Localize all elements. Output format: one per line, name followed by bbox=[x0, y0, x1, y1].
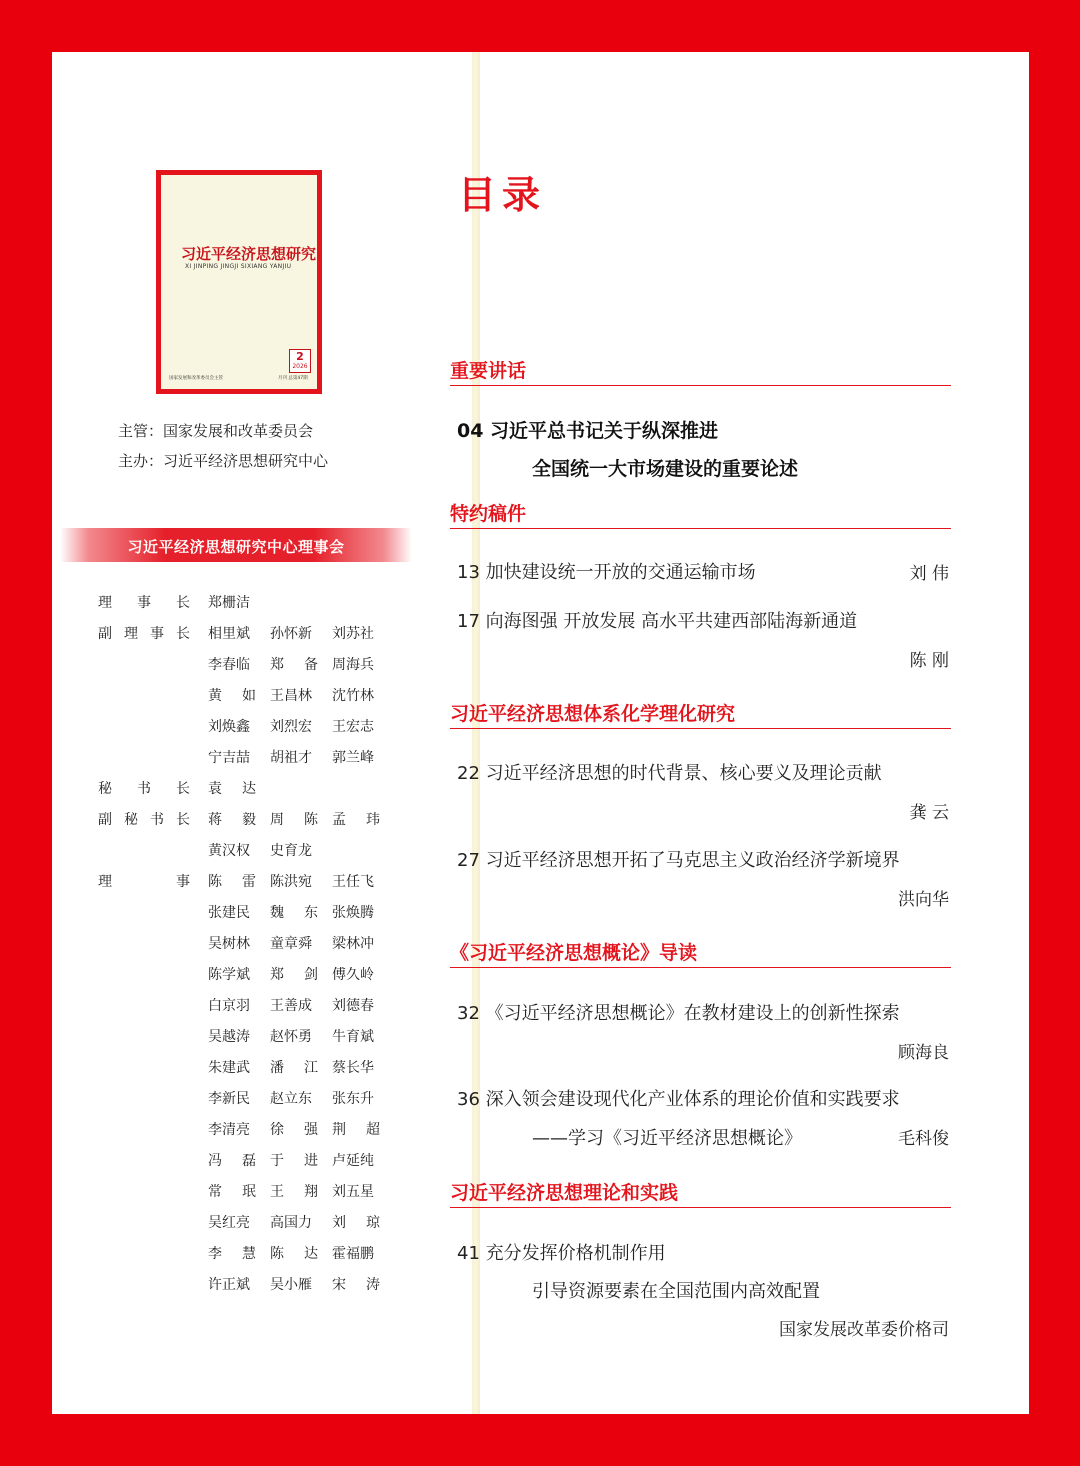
council-member-name: 吴小雁 bbox=[270, 1277, 312, 1293]
council-role-char: 长 bbox=[176, 812, 190, 828]
cover-periodical-line: 月刊 总第47期 bbox=[278, 376, 308, 381]
toc-item-17[interactable]: 17 向海图强 开放发展 高水平共建西部陆海新通道 bbox=[457, 611, 858, 632]
council-member-name: 郑 剑 bbox=[270, 967, 318, 983]
council-member-name: 孟 玮 bbox=[332, 812, 380, 828]
council-role-char: 副 bbox=[98, 626, 112, 642]
council-role-char: 书 bbox=[137, 781, 151, 797]
section-header-special-contribution bbox=[450, 495, 951, 529]
council-role-char: 事 bbox=[176, 874, 190, 890]
council-heading-banner bbox=[60, 528, 412, 562]
section-title: 特约稿件 bbox=[450, 503, 527, 525]
council-role-char: 理 bbox=[124, 626, 138, 642]
council-member-name: 王宏志 bbox=[332, 719, 374, 735]
cover-logo: 习近平经济思想研究 bbox=[181, 245, 317, 263]
toc-item-22[interactable]: 22 习近平经济思想的时代背景、核心要义及理论贡献 bbox=[457, 763, 882, 784]
council-role-char: 书 bbox=[150, 812, 164, 828]
council-row bbox=[98, 1243, 398, 1274]
council-role-char: 副 bbox=[98, 812, 112, 828]
council-member-name: 吴红亮 bbox=[208, 1215, 250, 1231]
council-member-name: 于 进 bbox=[270, 1153, 318, 1169]
council-member-name: 冯 磊 bbox=[208, 1153, 256, 1169]
council-member-name: 周海兵 bbox=[332, 657, 374, 673]
council-heading: 习近平经济思想研究中心理事会 bbox=[127, 538, 345, 556]
council-member-name: 陈学斌 bbox=[208, 967, 250, 983]
section-title: 习近平经济思想理论和实践 bbox=[450, 1182, 679, 1204]
council-member-name: 李春临 bbox=[208, 657, 250, 673]
council-member-name: 蒋 毅 bbox=[208, 812, 256, 828]
page-fold bbox=[472, 52, 480, 1414]
council-member-name: 王昌林 bbox=[270, 688, 312, 704]
council-member-name: 宁吉喆 bbox=[208, 750, 250, 766]
council-role bbox=[98, 623, 190, 643]
cover-pinyin: XI JINPING JINGJI SIXIANG YANJIU bbox=[185, 263, 292, 270]
council-member-name: 张焕腾 bbox=[332, 905, 374, 921]
council-member-name: 朱建武 bbox=[208, 1060, 250, 1076]
council-role-char: 理 bbox=[98, 595, 112, 611]
council-member-name: 吴越涛 bbox=[208, 1029, 250, 1045]
council-row bbox=[98, 1212, 398, 1243]
council-row bbox=[98, 1026, 398, 1057]
toc-author-36: 毛科俊 bbox=[898, 1129, 949, 1149]
council-member-name: 陈 雷 bbox=[208, 874, 256, 890]
toc-author-27: 洪向华 bbox=[898, 890, 949, 910]
toc-author-32: 顾海良 bbox=[898, 1043, 949, 1063]
council-row bbox=[98, 1181, 398, 1212]
toc-author-41: 国家发展改革委价格司 bbox=[779, 1320, 949, 1340]
council-member-name: 李新民 bbox=[208, 1091, 250, 1107]
council-member-name: 王 翔 bbox=[270, 1184, 318, 1200]
cover-issue-year: 2026 bbox=[292, 363, 308, 370]
organizer-line: 主办：习近平经济思想研究中心 bbox=[118, 452, 329, 470]
council-role-char: 长 bbox=[176, 626, 190, 642]
magazine-cover-thumbnail bbox=[156, 170, 322, 394]
council-member-name: 郑栅洁 bbox=[208, 595, 250, 611]
council-member-name: 周 陈 bbox=[270, 812, 318, 828]
council-row bbox=[98, 1274, 398, 1305]
council-role bbox=[98, 809, 190, 829]
council-member-name: 相里斌 bbox=[208, 626, 250, 642]
council-row bbox=[98, 623, 398, 654]
council-role-char: 秘 bbox=[98, 781, 112, 797]
council-member-name: 赵怀勇 bbox=[270, 1029, 312, 1045]
council-row bbox=[98, 871, 398, 902]
council-role-char: 秘 bbox=[124, 812, 138, 828]
council-member-name: 梁林冲 bbox=[332, 936, 374, 952]
council-role-char: 长 bbox=[176, 781, 190, 797]
council-row bbox=[98, 902, 398, 933]
council-member-name: 袁 达 bbox=[208, 781, 256, 797]
council-member-name: 郭兰峰 bbox=[332, 750, 374, 766]
council-member-name: 陈 达 bbox=[270, 1246, 318, 1262]
toc-item-13[interactable]: 13 加快建设统一开放的交通运输市场 bbox=[457, 562, 756, 583]
council-role-char: 长 bbox=[176, 595, 190, 611]
council-member-name: 吴树林 bbox=[208, 936, 250, 952]
council-member-name: 刘五星 bbox=[332, 1184, 374, 1200]
council-row bbox=[98, 1150, 398, 1181]
council-role-char: 事 bbox=[150, 626, 164, 642]
council-row bbox=[98, 964, 398, 995]
council-member-name: 蔡长华 bbox=[332, 1060, 374, 1076]
council-row bbox=[98, 995, 398, 1026]
council-member-name: 王善成 bbox=[270, 998, 312, 1014]
council-member-name: 刘德春 bbox=[332, 998, 374, 1014]
council-row bbox=[98, 933, 398, 964]
council-role-char: 理 bbox=[98, 874, 112, 890]
council-member-name: 黄汉权 bbox=[208, 843, 250, 859]
section-title: 《习近平经济思想概论》导读 bbox=[450, 942, 698, 964]
cover-issue-number: 2 bbox=[296, 350, 304, 363]
council-member-name: 荆 超 bbox=[332, 1122, 380, 1138]
council-member-name: 刘焕鑫 bbox=[208, 719, 250, 735]
council-role bbox=[98, 778, 190, 798]
section-header-systematic-research bbox=[450, 695, 951, 729]
council-row bbox=[98, 778, 398, 809]
council-member-name: 牛育斌 bbox=[332, 1029, 374, 1045]
council-member-name: 宋 涛 bbox=[332, 1277, 380, 1293]
council-role bbox=[98, 592, 190, 612]
cover-issue-badge bbox=[289, 349, 311, 373]
council-member-name: 刘苏社 bbox=[332, 626, 374, 642]
council-row bbox=[98, 1057, 398, 1088]
council-member-name: 许正斌 bbox=[208, 1277, 250, 1293]
council-member-name: 赵立东 bbox=[270, 1091, 312, 1107]
toc-item-04-line2[interactable]: 全国统一大市场建设的重要论述 bbox=[532, 458, 799, 480]
council-member-list bbox=[98, 592, 398, 1305]
council-member-name: 刘烈宏 bbox=[270, 719, 312, 735]
cover-publisher-line: 国家发展和改革委员会主管 bbox=[169, 376, 223, 381]
council-member-name: 张建民 bbox=[208, 905, 250, 921]
section-title: 重要讲话 bbox=[450, 360, 527, 382]
section-title: 习近平经济思想体系化学理化研究 bbox=[450, 703, 736, 725]
toc-author-13: 刘 伟 bbox=[909, 564, 949, 584]
toc-item-36[interactable]: 36 深入领会建设现代化产业体系的理论价值和实践要求 bbox=[457, 1089, 900, 1110]
council-member-name: 郑 备 bbox=[270, 657, 318, 673]
council-member-name: 常 珉 bbox=[208, 1184, 256, 1200]
supervisor-line: 主管：国家发展和改革委员会 bbox=[118, 422, 314, 440]
council-member-name: 李 慧 bbox=[208, 1246, 256, 1262]
toc-item-41[interactable]: 41 充分发挥价格机制作用 bbox=[457, 1243, 666, 1264]
council-member-name: 黄 如 bbox=[208, 688, 256, 704]
council-member-name: 刘 琼 bbox=[332, 1215, 380, 1231]
council-row bbox=[98, 1119, 398, 1150]
magazine-page bbox=[52, 52, 1029, 1414]
council-member-name: 高国力 bbox=[270, 1215, 312, 1231]
council-member-name: 沈竹林 bbox=[332, 688, 374, 704]
council-member-name: 张东升 bbox=[332, 1091, 374, 1107]
council-member-name: 陈洪宛 bbox=[270, 874, 312, 890]
toc-item-36-subtitle[interactable]: ——学习《习近平经济思想概论》 bbox=[532, 1128, 802, 1149]
council-member-name: 王任飞 bbox=[332, 874, 374, 890]
council-member-name: 魏 东 bbox=[270, 905, 318, 921]
toc-item-41-line2[interactable]: 引导资源要素在全国范围内高效配置 bbox=[532, 1281, 820, 1302]
section-header-important-speech bbox=[450, 352, 951, 386]
council-member-name: 李清亮 bbox=[208, 1122, 250, 1138]
section-header-reading-guide bbox=[450, 934, 951, 968]
toc-author-22: 龚 云 bbox=[909, 803, 949, 823]
council-member-name: 卢延纯 bbox=[332, 1153, 374, 1169]
council-member-name: 傅久岭 bbox=[332, 967, 374, 983]
council-member-name: 徐 强 bbox=[270, 1122, 318, 1138]
council-row bbox=[98, 592, 398, 623]
council-row bbox=[98, 716, 398, 747]
council-member-name: 白京羽 bbox=[208, 998, 250, 1014]
council-row bbox=[98, 747, 398, 778]
council-row bbox=[98, 654, 398, 685]
council-row bbox=[98, 1088, 398, 1119]
council-role-char: 事 bbox=[137, 595, 151, 611]
section-header-theory-practice bbox=[450, 1174, 951, 1208]
council-member-name: 潘 江 bbox=[270, 1060, 318, 1076]
toc-item-04[interactable]: 04 习近平总书记关于纵深推进 bbox=[457, 420, 719, 442]
council-member-name: 孙怀新 bbox=[270, 626, 312, 642]
toc-item-32[interactable]: 32 《习近平经济思想概论》在教材建设上的创新性探索 bbox=[457, 1003, 900, 1024]
toc-title: 目录 bbox=[458, 173, 547, 217]
council-role bbox=[98, 871, 190, 891]
toc-author-17: 陈 刚 bbox=[909, 651, 949, 671]
toc-item-27[interactable]: 27 习近平经济思想开拓了马克思主义政治经济学新境界 bbox=[457, 850, 900, 871]
council-row bbox=[98, 685, 398, 716]
council-row bbox=[98, 840, 398, 871]
council-member-name: 史育龙 bbox=[270, 843, 312, 859]
council-row bbox=[98, 809, 398, 840]
council-member-name: 胡祖才 bbox=[270, 750, 312, 766]
council-member-name: 霍福鹏 bbox=[332, 1246, 374, 1262]
council-member-name: 童章舜 bbox=[270, 936, 312, 952]
